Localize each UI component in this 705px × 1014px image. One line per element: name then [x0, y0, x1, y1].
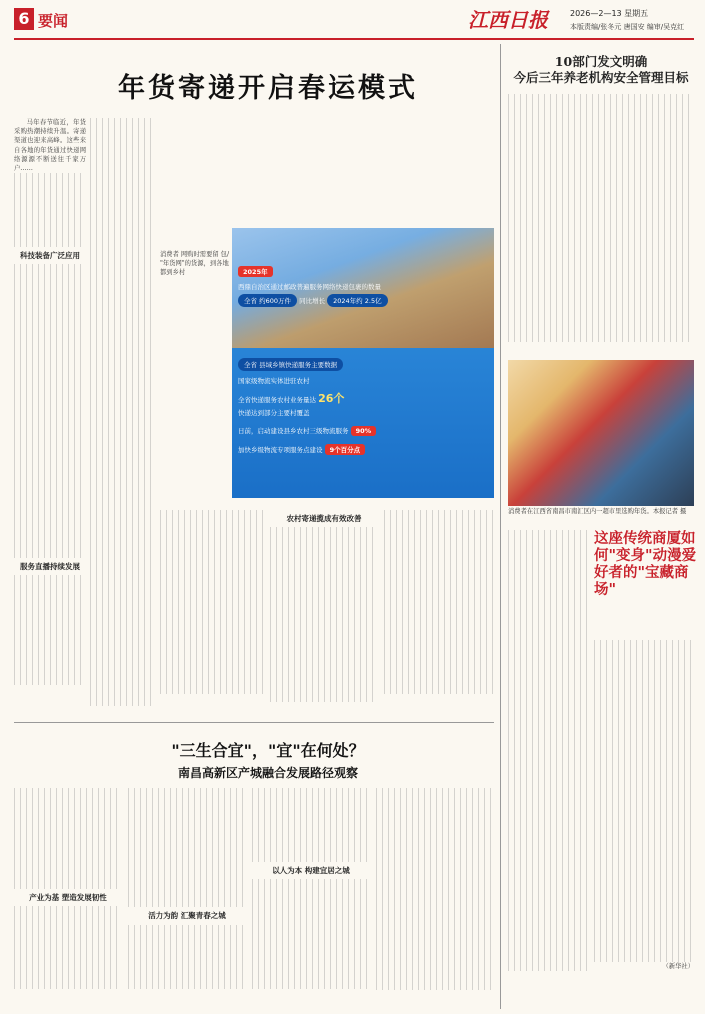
section-name: 要闻 — [38, 12, 69, 30]
main-article-col-4 — [270, 510, 378, 710]
infographic-value-7: 90% — [351, 426, 377, 436]
main-article-lead: 马年春节临近，年货采购热潮持续升温。寄递渠道也迎来高峰。这些来自各地的年货通过快递网络源源不断送往千家万户…… — [14, 119, 86, 173]
newspaper-logo: 江西日报 — [468, 8, 548, 32]
bottom-article-subtitle: 南昌高新区产城融合发展路径观察 — [177, 766, 358, 780]
infographic-value-8: 9个百分点 — [325, 444, 366, 455]
right-article-body — [508, 94, 694, 354]
main-article-col-3 — [160, 510, 265, 710]
infographic-line-1: 西鼎自治区通过邮政普遍服务网络快递包裹的数量 — [238, 283, 381, 291]
right-feature-title: 这座传统商厦如何"变身"动漫爱好者的"宝藏商场" — [594, 530, 697, 598]
bottom-subhead-2: 活力为韵 汇聚青春之城 — [148, 911, 226, 921]
main-subhead-2: 服务直播持续发展 — [20, 561, 80, 571]
right-lower-col-1 — [508, 530, 590, 1008]
infographic-line-4: 国家级物流实体进驻农村 — [238, 377, 310, 385]
express-delivery-infographic — [232, 228, 494, 498]
page-number: 6 — [14, 8, 34, 30]
infographic-year-badge: 2025年 — [238, 266, 273, 277]
supermarket-photo — [508, 360, 694, 506]
infographic-line-6: 快递达到部分主要村覆盖 — [238, 409, 310, 417]
main-article-col-2 — [90, 118, 156, 708]
bottom-article-col-4 — [376, 788, 494, 1008]
right-article-title-line-2: 今后三年养老机构安全管理目标 — [513, 70, 689, 85]
right-feature-credit: （新华社） — [662, 962, 694, 970]
bottom-article-col-2 — [128, 788, 246, 1008]
right-article-title-line-1: 10部门发文明确 — [554, 54, 648, 69]
infographic-line-5: 全省快递服务农村业务量达 — [238, 396, 316, 404]
main-article-col-5 — [384, 510, 494, 710]
supermarket-photo-caption: 消费者在江西省南昌市南汇区内一超市里选购年货。本报记者 摄 — [508, 508, 687, 515]
main-article-col-1 — [14, 118, 86, 708]
bottom-article-title: "三生合宜"，"宜"在何处？ — [171, 741, 365, 760]
bottom-article-col-1 — [14, 788, 122, 1008]
right-column-rule — [500, 44, 501, 1009]
infographic-line-7: 日前，启动建设县乡农村三级物流服务 — [238, 427, 349, 435]
infographic-side-caption: 消费者 网购时需要留 包/ "年货网"的货源，到各地 都到乡村 — [160, 251, 230, 277]
page-header — [0, 0, 705, 40]
issue-date: 2026—2—13 星期五 — [570, 9, 649, 18]
infographic-line-8: 加快乡级物流专项服务点建设 — [238, 446, 323, 454]
bottom-subhead-1: 产业为基 塑造发展韧性 — [29, 893, 107, 903]
infographic-2024-pill: 2024年约 2.5亿 — [327, 294, 387, 307]
infographic-growth-label: 同比增长 — [299, 297, 326, 305]
header-rule — [14, 38, 694, 40]
bottom-article-col-3 — [252, 788, 370, 1008]
main-subhead-3: 农村寄递揽成有效改善 — [286, 514, 362, 523]
main-article-title: 年货寄递开启春运模式 — [118, 73, 418, 104]
infographic-line-3: 全省 县域乡镇快递服务主要数据 — [238, 358, 343, 371]
editors-line: 本版责编/张冬元 唐国安 编审/吴克红 — [570, 23, 685, 31]
infographic-total-pill: 全省 约600万件 — [238, 294, 297, 307]
bottom-subhead-3: 以人为本 构建宜居之城 — [272, 865, 350, 875]
main-subhead-1: 科技装备广泛应用 — [20, 250, 80, 260]
infographic-value-5: 26个 — [318, 392, 345, 405]
article-separator — [14, 722, 494, 723]
right-lower-col-2 — [594, 640, 694, 1000]
